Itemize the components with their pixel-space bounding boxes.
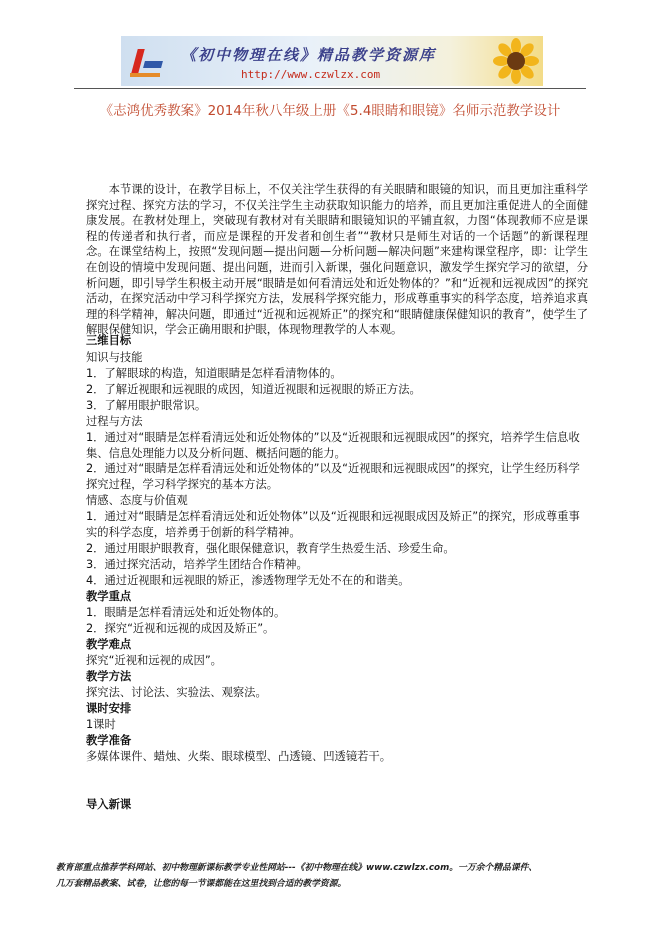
process-heading: 过程与方法 bbox=[86, 415, 143, 428]
preparation-heading: 教学准备 bbox=[86, 734, 132, 747]
difficulty-text: 探究“近视和远视的成因”。 bbox=[86, 654, 222, 667]
key-points-heading: 教学重点 bbox=[86, 590, 132, 603]
banner-title: 《初中物理在线》精品教学资源库 bbox=[181, 46, 437, 64]
schedule-text: 1课时 bbox=[86, 718, 116, 731]
intro-paragraph: 本节课的设计，在教学目标上，不仅关注学生获得的有关眼睛和眼镜的知识，而且更加注重科学探究过程、探究方法的学习，不仅关注学生主动获取知识能力的培养，而且更加注重促进人的全面健康发展。在教材处理上，突破现有教材对有关眼睛和眼镜知识的平铺直叙，力图“体现教师不应是课程的传递者和执行者，而应是课程的开发者和创生者”“教材只是师生对话的一个话题”的新课程理念。在课堂结构上，按照“发现问题—提出问题—分析问题—解决问题”来建构课堂程序，即：让学生在创设的情境中发现问题、提出问题，进而引入新课，强化问题意识，激发学生探究学习的欲望，分析问题，即引导学生积极主动开展“眼睛是如何看清远处和近处物体的？”和“近视和远视成因”的探究活动，在探究活动中学习科学探究方法，发展科学探究能力，形成尊重事实的科学态度，培养追求真理的科学精神，解决问题，即通过“近视和远视矫正”的探究和“眼睛健康保健知识的教育”，使学生了解眼保健知识，学会正确用眼和护眼，体现物理教学的人本观。 bbox=[86, 183, 588, 337]
key-point-item: 1．眼睛是怎样看清远处和近处物体的。 bbox=[86, 606, 286, 619]
attitude-item: 4．通过近视眼和远视眼的矫正，渗透物理学无处不在的和谐美。 bbox=[86, 574, 410, 587]
knowledge-item: 3．了解用眼护眼常识。 bbox=[86, 399, 207, 412]
process-item: 2．通过对“眼睛是怎样看清远处和近处物体的”以及“近视眼和远视眼成因”的探究，让学生经历科学探究过程，学习科学探究的基本方法。 bbox=[86, 462, 580, 491]
knowledge-heading: 知识与技能 bbox=[86, 351, 143, 364]
methods-text: 探究法、讨论法、实验法、观察法。 bbox=[86, 686, 267, 699]
footer-line: 几万套精品教案、试卷，让您的每一节课都能在这里找到合适的教学资源。 bbox=[56, 878, 347, 889]
goals-heading: 三维目标 bbox=[86, 334, 132, 347]
intro-section-heading: 导入新课 bbox=[86, 798, 132, 811]
knowledge-item: 2．了解近视眼和远视眼的成因，知道近视眼和远视眼的矫正方法。 bbox=[86, 383, 421, 396]
page-footer bbox=[56, 861, 616, 892]
footer-line: 教育部重点推荐学科网站、初中物理新课标教学专业性网站---《初中物理在线》www.czwlzx.com。一万余个精品课件、 bbox=[56, 863, 538, 873]
attitude-item: 2．通过用眼护眼教育，强化眼保健意识，教育学生热爱生活、珍爱生命。 bbox=[86, 542, 455, 555]
site-logo-icon bbox=[126, 41, 166, 81]
banner-url: http://www.czwlzx.com bbox=[241, 68, 381, 81]
sunflower-icon bbox=[493, 38, 539, 84]
attitude-item: 3．通过探究活动，培养学生团结合作精神。 bbox=[86, 558, 308, 571]
header-divider bbox=[74, 88, 586, 89]
knowledge-item: 1．了解眼球的构造，知道眼睛是怎样看清物体的。 bbox=[86, 367, 342, 380]
attitude-item: 1．通过对“眼睛是怎样看清远处和近处物体”以及“近视眼和远视眼成因及矫正”的探究，形成尊重事实的科学态度，培养勇于创新的科学精神。 bbox=[86, 510, 580, 539]
preparation-text: 多媒体课件、蜡烛、火柴、眼球模型、凸透镜、凹透镜若干。 bbox=[86, 750, 392, 763]
methods-heading: 教学方法 bbox=[86, 670, 132, 683]
attitude-heading: 情感、态度与价值观 bbox=[86, 494, 188, 507]
header-banner bbox=[121, 36, 543, 86]
difficulty-heading: 教学难点 bbox=[86, 638, 132, 651]
schedule-heading: 课时安排 bbox=[86, 702, 132, 715]
process-item: 1．通过对“眼睛是怎样看清远处和近处物体的”以及“近视眼和远视眼成因”的探究，培养学生信息收集、信息处理能力以及分析问题、概括问题的能力。 bbox=[86, 431, 580, 460]
document-title: 《志鸿优秀教案》2014年秋八年级上册《5.4眼睛和眼镜》名师示范教学设计 bbox=[99, 103, 561, 119]
key-point-item: 2．探究“近视和远视的成因及矫正”。 bbox=[86, 622, 275, 635]
